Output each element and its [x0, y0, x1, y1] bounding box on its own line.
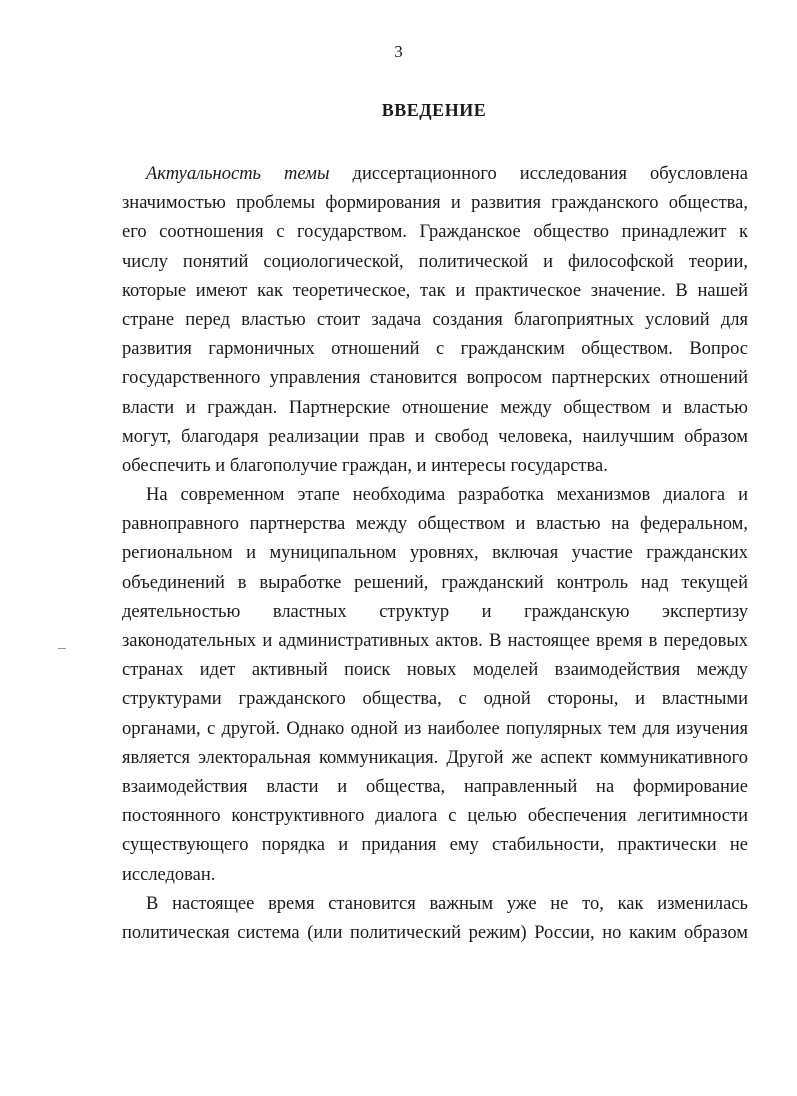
- paragraph-line: существующего порядка и придания ему стабильности, практически не: [122, 835, 748, 856]
- paragraph-line: объединений в выработке решений, гражданский контроль над текущей: [122, 572, 748, 593]
- paragraph-line: В настоящее время становится важным уже не то, как изменилась: [146, 893, 748, 914]
- paragraph-line: его соотношения с государством. Гражданское общество принадлежит к: [122, 222, 748, 243]
- paragraph-line: органами, с другой. Однако одной из наиболее популярных тем для изучения: [122, 718, 748, 739]
- body-text: [122, 160, 748, 948]
- paragraph-line: взаимодействия власти и общества, направленный на формирование: [122, 776, 748, 797]
- paragraph-line: является электоральная коммуникация. Другой же аспект коммуникативного: [122, 747, 748, 768]
- paragraph-3: [122, 890, 748, 948]
- paragraph-line: Актуальность темы диссертационного исследования обусловлена: [146, 164, 748, 184]
- paragraph-line: числу понятий социологической, политической и философской теории,: [122, 251, 748, 272]
- paragraph-2: [122, 481, 748, 890]
- paragraph-line: развития гармоничных отношений с гражданским обществом. Вопрос: [122, 339, 748, 360]
- paragraph-line: власти и граждан. Партнерские отношение между обществом и властью: [122, 397, 748, 418]
- paragraph-line: которые имеют как теоретическое, так и практическое значение. В нашей: [122, 280, 748, 301]
- paragraph-line: На современном этапе необходима разработка механизмов диалога и: [146, 485, 748, 506]
- paragraph-line: значимостью проблемы формирования и развития гражданского общества,: [122, 193, 748, 214]
- paragraph-line: политическая система (или политический режим) России, но каким образом: [122, 922, 748, 943]
- paragraph-line: постоянного конструктивного диалога с целью обеспечения легитимности: [122, 806, 748, 827]
- paragraph-line: могут, благодаря реализации прав и свобод человека, наилучшим образом: [122, 426, 748, 447]
- paragraph-line: стране перед властью стоит задача создания благоприятных условий для: [122, 309, 748, 330]
- paragraph-line: обеспечить и благополучие граждан, и интересы государства.: [122, 455, 608, 476]
- paragraph-line: законодательных и административных актов. В настоящее время в передовых: [122, 631, 748, 651]
- paragraph-line: структурами гражданского общества, с одной стороны, и властными: [122, 689, 748, 710]
- italic-lead: Актуальность темы: [146, 164, 330, 184]
- paragraph-line: деятельностью властных структур и гражданскую экспертизу: [122, 601, 748, 622]
- paragraph-1: [122, 160, 748, 481]
- section-heading: ВВЕДЕНИЕ: [381, 100, 487, 120]
- paragraph-line: государственного управления становится вопросом партнерских отношений: [122, 368, 748, 389]
- paragraph-line: исследован.: [122, 864, 216, 885]
- page-number: 3: [394, 42, 403, 61]
- margin-mark: [58, 648, 66, 649]
- paragraph-line: региональном и муниципальном уровнях, включая участие гражданских: [122, 543, 748, 564]
- paragraph-line: странах идет активный поиск новых моделей взаимодействия между: [122, 660, 748, 681]
- paragraph-line: равноправного партнерства между обществом и властью на федеральном,: [122, 514, 748, 535]
